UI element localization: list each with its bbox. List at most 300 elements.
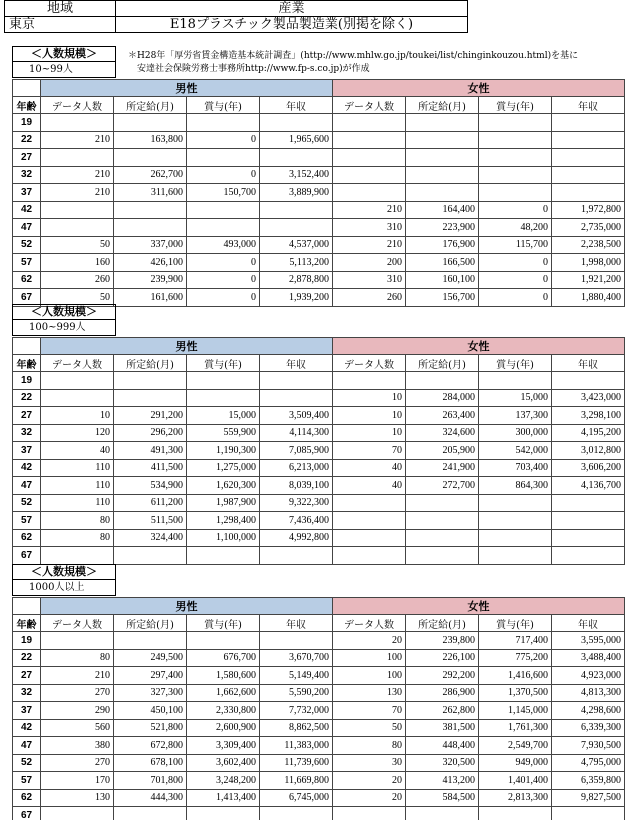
male-value-cell: 4,537,000: [260, 236, 333, 254]
male-value-cell: 11,383,000: [260, 737, 333, 755]
age-cell: 47: [13, 737, 41, 755]
male-monthly-header: 所定給(月): [114, 97, 187, 114]
female-value-cell: 1,370,500: [479, 684, 552, 702]
male-bonus-header: 賞与(年): [187, 355, 260, 372]
male-value-cell: 4,114,300: [260, 424, 333, 442]
male-value-cell: [260, 389, 333, 407]
female-value-cell: 50: [333, 719, 406, 737]
female-value-cell: 9,827,500: [552, 789, 625, 807]
male-value-cell: 491,300: [114, 442, 187, 460]
male-value-cell: 3,248,200: [187, 772, 260, 790]
male-value-cell: 611,200: [114, 494, 187, 512]
male-value-cell: 249,500: [114, 649, 187, 667]
age-cell: 52: [13, 494, 41, 512]
female-value-cell: 0: [479, 254, 552, 272]
table-row: [13, 684, 625, 702]
male-value-cell: 0: [187, 166, 260, 184]
age-cell: 22: [13, 649, 41, 667]
male-monthly-header: 所定給(月): [114, 615, 187, 632]
female-value-cell: 324,600: [406, 424, 479, 442]
female-value-cell: 584,500: [406, 789, 479, 807]
male-value-cell: [114, 201, 187, 219]
female-monthly-header: 所定給(月): [406, 355, 479, 372]
female-value-cell: 3,595,000: [552, 632, 625, 650]
female-value-cell: 1,145,000: [479, 702, 552, 720]
male-value-cell: 2,878,800: [260, 271, 333, 289]
female-value-cell: 4,795,000: [552, 754, 625, 772]
female-count-header: データ人数: [333, 615, 406, 632]
female-value-cell: [406, 529, 479, 547]
male-value-cell: [260, 149, 333, 167]
age-cell: 32: [13, 684, 41, 702]
female-value-cell: 4,813,300: [552, 684, 625, 702]
female-value-cell: 15,000: [479, 389, 552, 407]
table-row: [13, 702, 625, 720]
male-value-cell: [41, 389, 114, 407]
male-value-cell: 1,620,300: [187, 477, 260, 495]
age-cell: 37: [13, 184, 41, 202]
male-value-cell: 170: [41, 772, 114, 790]
male-value-cell: [260, 201, 333, 219]
age-cell: 37: [13, 442, 41, 460]
male-value-cell: [187, 807, 260, 820]
male-value-cell: 110: [41, 459, 114, 477]
male-count-header: データ人数: [41, 97, 114, 114]
table-row: [13, 219, 625, 237]
male-value-cell: 3,309,400: [187, 737, 260, 755]
male-value-cell: 426,100: [114, 254, 187, 272]
male-value-cell: 210: [41, 166, 114, 184]
female-value-cell: 413,200: [406, 772, 479, 790]
table-row: [13, 494, 625, 512]
male-value-cell: 678,100: [114, 754, 187, 772]
table-row: [13, 772, 625, 790]
table-row: [13, 114, 625, 132]
group-header-row: [13, 338, 625, 355]
male-value-cell: 521,800: [114, 719, 187, 737]
male-value-cell: 493,000: [187, 236, 260, 254]
male-group-header: 男性: [41, 338, 333, 355]
male-value-cell: [114, 389, 187, 407]
age-cell: 32: [13, 166, 41, 184]
male-bonus-header: 賞与(年): [187, 97, 260, 114]
male-value-cell: [187, 201, 260, 219]
table-row: [13, 737, 625, 755]
male-value-cell: 1,987,900: [187, 494, 260, 512]
female-value-cell: 310: [333, 219, 406, 237]
female-value-cell: [333, 547, 406, 565]
female-value-cell: 7,930,500: [552, 737, 625, 755]
male-value-cell: 0: [187, 289, 260, 307]
male-value-cell: 4,992,800: [260, 529, 333, 547]
female-value-cell: 160,100: [406, 271, 479, 289]
female-value-cell: [552, 494, 625, 512]
male-value-cell: 1,662,600: [187, 684, 260, 702]
male-value-cell: 324,400: [114, 529, 187, 547]
female-bonus-header: 賞与(年): [479, 97, 552, 114]
female-value-cell: 70: [333, 702, 406, 720]
female-value-cell: 949,000: [479, 754, 552, 772]
male-value-cell: 3,602,400: [187, 754, 260, 772]
region-label: 地域: [5, 1, 116, 17]
table-row: [13, 201, 625, 219]
male-group-header: 男性: [41, 598, 333, 615]
table-row: [13, 807, 625, 820]
female-value-cell: [333, 807, 406, 820]
section-title: ＜人数規模＞: [12, 564, 116, 580]
male-value-cell: [41, 547, 114, 565]
table-row: [13, 372, 625, 390]
table-row: [13, 649, 625, 667]
male-value-cell: 3,670,700: [260, 649, 333, 667]
age-cell: 19: [13, 632, 41, 650]
male-value-cell: 130: [41, 789, 114, 807]
table-row: [13, 789, 625, 807]
female-value-cell: 3,488,400: [552, 649, 625, 667]
male-value-cell: 161,600: [114, 289, 187, 307]
table-row: [13, 149, 625, 167]
male-value-cell: [114, 219, 187, 237]
female-value-cell: 1,921,200: [552, 271, 625, 289]
male-value-cell: [114, 807, 187, 820]
male-value-cell: [187, 632, 260, 650]
female-value-cell: [406, 131, 479, 149]
table-row: [13, 754, 625, 772]
male-value-cell: 559,900: [187, 424, 260, 442]
column-header-row: [13, 355, 625, 372]
female-value-cell: 292,200: [406, 667, 479, 685]
male-value-cell: [41, 149, 114, 167]
female-monthly-header: 所定給(月): [406, 615, 479, 632]
age-cell: 57: [13, 512, 41, 530]
male-value-cell: 327,300: [114, 684, 187, 702]
female-value-cell: 239,800: [406, 632, 479, 650]
female-value-cell: 263,400: [406, 407, 479, 425]
female-value-cell: [479, 529, 552, 547]
female-value-cell: 448,400: [406, 737, 479, 755]
age-cell: 67: [13, 547, 41, 565]
female-value-cell: 2,238,500: [552, 236, 625, 254]
female-value-cell: 137,300: [479, 407, 552, 425]
female-value-cell: [552, 512, 625, 530]
female-value-cell: 0: [479, 271, 552, 289]
female-value-cell: 100: [333, 649, 406, 667]
age-cell: 22: [13, 131, 41, 149]
column-header-row: [13, 615, 625, 632]
male-value-cell: 15,000: [187, 407, 260, 425]
female-value-cell: [552, 131, 625, 149]
female-value-cell: 10: [333, 424, 406, 442]
table-row: [13, 131, 625, 149]
age-cell: 67: [13, 289, 41, 307]
male-value-cell: 239,900: [114, 271, 187, 289]
male-value-cell: 296,200: [114, 424, 187, 442]
female-value-cell: 310: [333, 271, 406, 289]
female-value-cell: [333, 372, 406, 390]
female-value-cell: 260: [333, 289, 406, 307]
wage-table: [12, 79, 625, 307]
wage-table: [12, 597, 625, 820]
corner-cell: [13, 80, 41, 97]
female-value-cell: 20: [333, 789, 406, 807]
female-value-cell: 864,300: [479, 477, 552, 495]
age-cell: 47: [13, 219, 41, 237]
age-cell: 27: [13, 407, 41, 425]
male-value-cell: 1,413,400: [187, 789, 260, 807]
male-value-cell: 270: [41, 684, 114, 702]
female-value-cell: 703,400: [479, 459, 552, 477]
female-value-cell: [333, 131, 406, 149]
male-value-cell: 10: [41, 407, 114, 425]
male-monthly-header: 所定給(月): [114, 355, 187, 372]
female-value-cell: 320,500: [406, 754, 479, 772]
female-value-cell: 166,500: [406, 254, 479, 272]
header-table: [4, 0, 468, 33]
female-value-cell: 100: [333, 667, 406, 685]
female-bonus-header: 賞与(年): [479, 615, 552, 632]
female-annual-header: 年収: [552, 97, 625, 114]
female-value-cell: [479, 372, 552, 390]
age-header: 年齢: [13, 97, 41, 114]
female-value-cell: 717,400: [479, 632, 552, 650]
female-value-cell: 241,900: [406, 459, 479, 477]
female-value-cell: [406, 494, 479, 512]
age-cell: 62: [13, 271, 41, 289]
table-row: [13, 719, 625, 737]
male-value-cell: 380: [41, 737, 114, 755]
female-value-cell: 2,735,000: [552, 219, 625, 237]
female-value-cell: 156,700: [406, 289, 479, 307]
female-value-cell: 300,000: [479, 424, 552, 442]
female-value-cell: 210: [333, 201, 406, 219]
group-header-row: [13, 598, 625, 615]
male-value-cell: 444,300: [114, 789, 187, 807]
male-value-cell: 8,862,500: [260, 719, 333, 737]
female-value-cell: 381,500: [406, 719, 479, 737]
male-value-cell: 11,739,600: [260, 754, 333, 772]
female-value-cell: [333, 166, 406, 184]
female-group-header: 女性: [333, 80, 625, 97]
female-value-cell: 542,000: [479, 442, 552, 460]
female-value-cell: 4,136,700: [552, 477, 625, 495]
male-value-cell: 1,939,200: [260, 289, 333, 307]
industry-value: E18プラスチック製品製造業(別掲を除く): [116, 17, 468, 33]
male-bonus-header: 賞与(年): [187, 615, 260, 632]
age-cell: 42: [13, 459, 41, 477]
table-row: [13, 459, 625, 477]
female-annual-header: 年収: [552, 355, 625, 372]
female-value-cell: [333, 529, 406, 547]
age-cell: 62: [13, 529, 41, 547]
female-value-cell: 2,813,300: [479, 789, 552, 807]
male-value-cell: 5,149,400: [260, 667, 333, 685]
male-value-cell: 9,322,300: [260, 494, 333, 512]
male-value-cell: [114, 372, 187, 390]
female-value-cell: [406, 807, 479, 820]
source-note: [128, 50, 578, 76]
male-value-cell: 7,085,900: [260, 442, 333, 460]
male-value-cell: 50: [41, 236, 114, 254]
male-value-cell: [260, 114, 333, 132]
male-value-cell: [187, 389, 260, 407]
female-value-cell: 775,200: [479, 649, 552, 667]
male-value-cell: 2,600,900: [187, 719, 260, 737]
age-cell: 42: [13, 201, 41, 219]
male-value-cell: [260, 547, 333, 565]
age-cell: 67: [13, 807, 41, 820]
female-value-cell: 284,000: [406, 389, 479, 407]
female-value-cell: [552, 114, 625, 132]
male-value-cell: [114, 632, 187, 650]
male-value-cell: [41, 201, 114, 219]
female-value-cell: 4,298,600: [552, 702, 625, 720]
male-value-cell: 0: [187, 254, 260, 272]
male-value-cell: 534,900: [114, 477, 187, 495]
male-value-cell: 80: [41, 649, 114, 667]
male-value-cell: 2,330,800: [187, 702, 260, 720]
male-value-cell: 1,100,000: [187, 529, 260, 547]
age-header: 年齢: [13, 615, 41, 632]
male-group-header: 男性: [41, 80, 333, 97]
female-value-cell: 130: [333, 684, 406, 702]
table-row: [13, 254, 625, 272]
age-cell: 57: [13, 254, 41, 272]
female-value-cell: [552, 184, 625, 202]
male-value-cell: 3,509,400: [260, 407, 333, 425]
female-value-cell: 4,923,000: [552, 667, 625, 685]
male-value-cell: 210: [41, 131, 114, 149]
female-value-cell: 200: [333, 254, 406, 272]
female-value-cell: 1,761,300: [479, 719, 552, 737]
male-value-cell: 290: [41, 702, 114, 720]
male-value-cell: 511,500: [114, 512, 187, 530]
section-size: 1000人以上: [12, 580, 116, 596]
male-value-cell: 0: [187, 131, 260, 149]
age-cell: 37: [13, 702, 41, 720]
male-value-cell: 701,800: [114, 772, 187, 790]
female-annual-header: 年収: [552, 615, 625, 632]
table-row: [13, 442, 625, 460]
female-value-cell: [406, 149, 479, 167]
female-value-cell: [479, 547, 552, 565]
male-value-cell: 1,275,000: [187, 459, 260, 477]
female-value-cell: 40: [333, 477, 406, 495]
female-monthly-header: 所定給(月): [406, 97, 479, 114]
female-value-cell: 272,700: [406, 477, 479, 495]
female-value-cell: [333, 184, 406, 202]
female-value-cell: [479, 114, 552, 132]
age-cell: 27: [13, 667, 41, 685]
male-value-cell: 1,580,600: [187, 667, 260, 685]
table-row: [13, 667, 625, 685]
female-value-cell: [552, 807, 625, 820]
female-value-cell: 210: [333, 236, 406, 254]
male-value-cell: 560: [41, 719, 114, 737]
male-value-cell: [41, 632, 114, 650]
section-size: 10~99人: [12, 62, 116, 78]
male-value-cell: 676,700: [187, 649, 260, 667]
age-cell: 19: [13, 114, 41, 132]
female-count-header: データ人数: [333, 97, 406, 114]
female-value-cell: [406, 184, 479, 202]
female-value-cell: 80: [333, 737, 406, 755]
male-value-cell: [187, 114, 260, 132]
male-count-header: データ人数: [41, 355, 114, 372]
age-cell: 27: [13, 149, 41, 167]
table-row: [13, 477, 625, 495]
female-value-cell: [552, 547, 625, 565]
female-value-cell: 262,800: [406, 702, 479, 720]
male-value-cell: 3,889,900: [260, 184, 333, 202]
source-note-line1: ＊H28年「厚労省賃金構造基本統計調査」(http://www.mhlw.go.jp/toukei/list/chinginkouzou.html)を基に: [128, 51, 579, 61]
female-value-cell: 2,549,700: [479, 737, 552, 755]
male-value-cell: 270: [41, 754, 114, 772]
female-value-cell: [479, 494, 552, 512]
female-value-cell: 1,401,400: [479, 772, 552, 790]
male-value-cell: 5,590,200: [260, 684, 333, 702]
male-value-cell: 297,400: [114, 667, 187, 685]
female-value-cell: 6,339,300: [552, 719, 625, 737]
female-value-cell: [406, 114, 479, 132]
female-value-cell: 226,100: [406, 649, 479, 667]
age-header: 年齢: [13, 355, 41, 372]
male-value-cell: 11,669,800: [260, 772, 333, 790]
male-value-cell: 672,800: [114, 737, 187, 755]
female-value-cell: [333, 512, 406, 530]
female-value-cell: 286,900: [406, 684, 479, 702]
male-value-cell: 6,213,000: [260, 459, 333, 477]
table-row: [13, 424, 625, 442]
section-title: ＜人数規模＞: [12, 304, 116, 320]
female-value-cell: 3,423,000: [552, 389, 625, 407]
male-value-cell: 7,436,400: [260, 512, 333, 530]
female-value-cell: 20: [333, 772, 406, 790]
male-value-cell: [114, 114, 187, 132]
table-row: [13, 632, 625, 650]
female-value-cell: [333, 494, 406, 512]
male-value-cell: [187, 149, 260, 167]
male-value-cell: [41, 219, 114, 237]
female-value-cell: 10: [333, 389, 406, 407]
male-value-cell: 291,200: [114, 407, 187, 425]
female-value-cell: 205,900: [406, 442, 479, 460]
table-row: [13, 389, 625, 407]
female-value-cell: [479, 131, 552, 149]
female-value-cell: 40: [333, 459, 406, 477]
male-annual-header: 年収: [260, 355, 333, 372]
male-value-cell: 337,000: [114, 236, 187, 254]
female-value-cell: [479, 807, 552, 820]
female-value-cell: [333, 149, 406, 167]
male-annual-header: 年収: [260, 615, 333, 632]
female-value-cell: 3,012,800: [552, 442, 625, 460]
male-value-cell: 7,732,000: [260, 702, 333, 720]
male-value-cell: [41, 372, 114, 390]
age-cell: 52: [13, 754, 41, 772]
female-value-cell: [406, 547, 479, 565]
female-group-header: 女性: [333, 598, 625, 615]
male-value-cell: 411,500: [114, 459, 187, 477]
female-value-cell: 4,195,200: [552, 424, 625, 442]
female-value-cell: [552, 166, 625, 184]
female-value-cell: [479, 184, 552, 202]
group-header-row: [13, 80, 625, 97]
age-cell: 19: [13, 372, 41, 390]
female-value-cell: 0: [479, 289, 552, 307]
female-value-cell: [479, 149, 552, 167]
table-row: [13, 529, 625, 547]
male-value-cell: 5,113,200: [260, 254, 333, 272]
